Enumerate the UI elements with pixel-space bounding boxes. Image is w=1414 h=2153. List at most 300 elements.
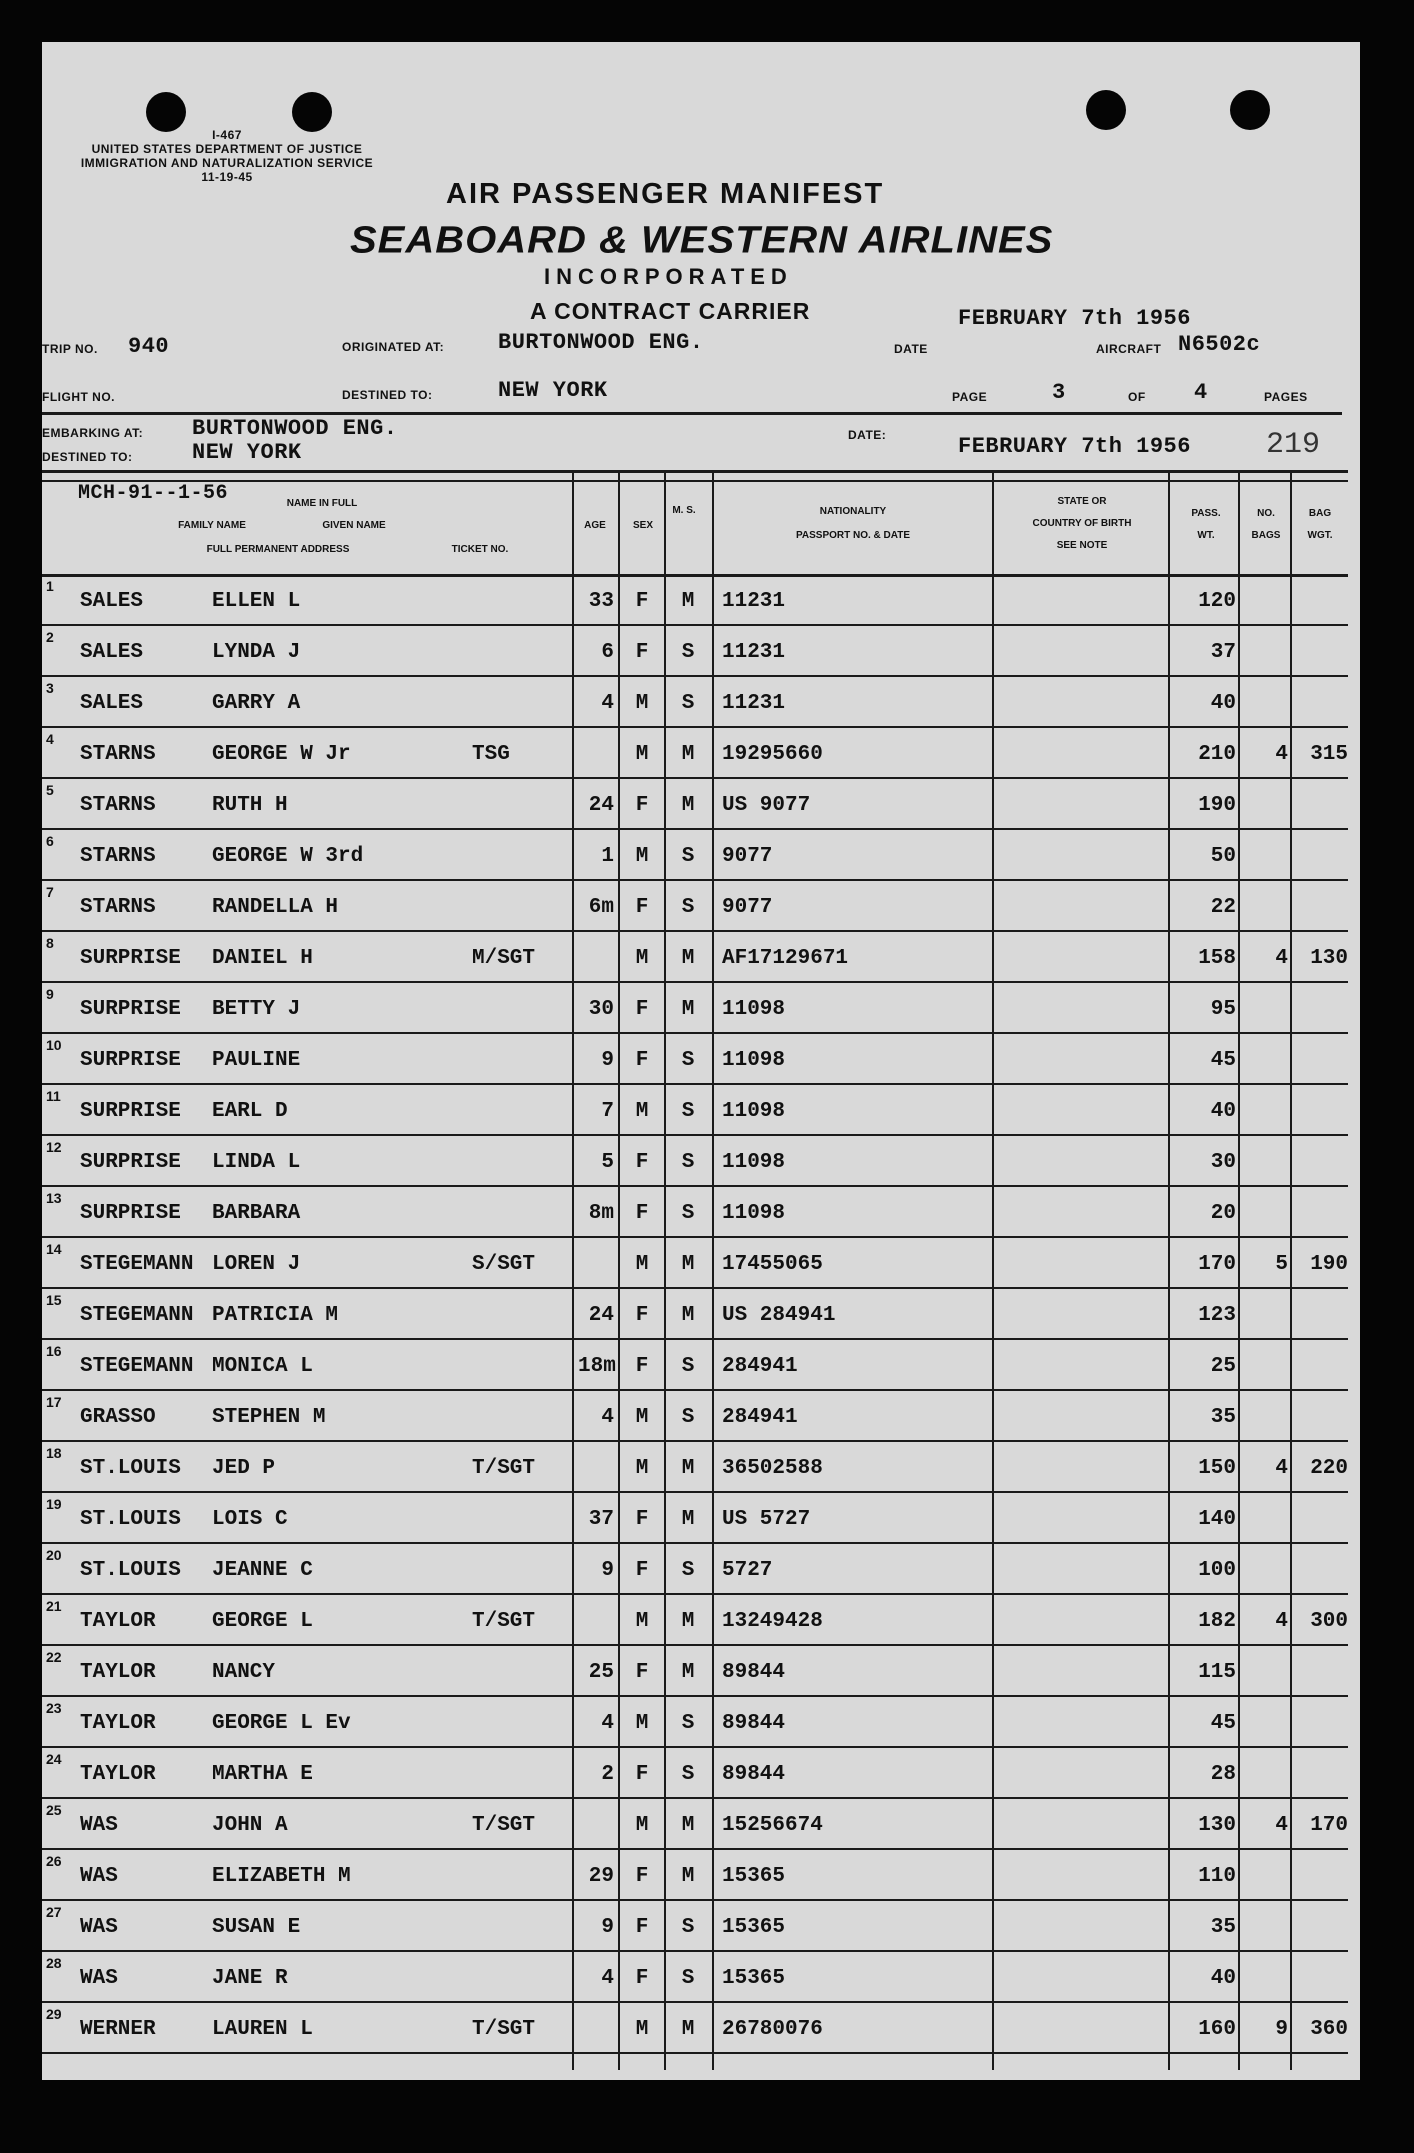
passenger-weight: 110 [1198,1865,1236,1888]
table-row [42,576,1348,627]
passport-no: 284941 [722,1406,798,1429]
col-birth-2: COUNTRY OF BIRTH [1032,518,1132,529]
sex: F [635,1151,649,1174]
family-name: TAYLOR [80,1712,156,1735]
passenger-weight: 190 [1198,794,1236,817]
marital-status: S [681,641,695,664]
col-ms: M. S. [672,505,696,516]
family-name: STARNS [80,896,156,919]
given-name: JEANNE C [212,1559,313,1582]
col-sex: SEX [632,520,653,531]
manifest-title: AIR PASSENGER MANIFEST [446,178,885,210]
sex: F [635,794,649,817]
given-name: LYNDA J [212,641,301,664]
sex: F [635,1763,649,1786]
row-rule [42,726,1348,728]
table-row [42,933,1348,984]
given-name: GEORGE W 3rd [212,845,364,868]
age: 9 [601,1916,614,1939]
row-number: 8 [46,935,54,951]
sex: F [635,1865,649,1888]
bag-count: 5 [1275,1253,1288,1276]
form-identifier [42,128,412,184]
col-pass-1: PASS. [1191,508,1221,519]
sex: M [635,1100,649,1123]
sex: F [635,1202,649,1225]
passenger-weight: 95 [1210,998,1236,1021]
table-row [42,1596,1348,1647]
punch-hole [146,92,186,132]
row-rule [42,1236,1348,1238]
row-number: 21 [46,1598,62,1614]
row-number: 20 [46,1547,62,1563]
row-number: 15 [46,1292,62,1308]
carrier-type: A CONTRACT CARRIER [530,298,811,324]
family-name: STARNS [80,794,156,817]
sex: M [635,692,649,715]
passport-no: AF17129671 [722,947,849,970]
sex: F [635,1049,649,1072]
row-number: 11 [46,1088,61,1104]
bag-weight: 220 [1310,1457,1348,1480]
row-rule [42,1950,1348,1952]
col-nationality: NATIONALITY [819,506,887,517]
bag-count: 9 [1275,2018,1288,2041]
sex: F [635,590,649,613]
passport-no: 89844 [722,1763,786,1786]
age: 4 [601,1967,614,1990]
row-rule [42,1644,1348,1646]
sex: M [635,1610,649,1633]
marital-status: M [681,1253,695,1276]
passenger-weight: 22 [1210,896,1236,919]
row-rule [42,1593,1348,1595]
marital-status: M [681,1457,695,1480]
sex: M [635,1712,649,1735]
family-name: SURPRISE [80,1049,181,1072]
passenger-weight: 140 [1198,1508,1236,1531]
table-row [42,1953,1348,2004]
manifest-page [42,42,1360,2080]
row-rule [42,1746,1348,1748]
row-rule [42,2001,1348,2003]
sex: F [635,1661,649,1684]
form-date: 11-19-45 [201,170,253,184]
ticket-no: TSG [472,743,510,766]
row-number: 17 [46,1394,62,1410]
destined2-value: NEW YORK [192,440,302,465]
passport-no: 11098 [722,1202,786,1225]
given-name: GEORGE L Ev [212,1712,351,1735]
passenger-weight: 170 [1198,1253,1236,1276]
age: 4 [601,1406,614,1429]
bag-count: 4 [1275,947,1288,970]
date2-label: DATE: [848,428,887,442]
given-name: MONICA L [212,1355,313,1378]
sex: F [635,1355,649,1378]
sex: M [635,947,649,970]
ticket-no: T/SGT [472,1814,536,1837]
table-row [42,1698,1348,1749]
age: 2 [601,1763,614,1786]
age: 5 [601,1151,614,1174]
passport-no: 5727 [722,1559,773,1582]
row-rule [42,1287,1348,1289]
row-rule [42,879,1348,881]
table-row [42,1188,1348,1239]
family-name: SURPRISE [80,1151,181,1174]
airline-name: SEABOARD & WESTERN AIRLINES [350,219,1054,261]
passenger-weight: 45 [1210,1049,1236,1072]
row-number: 29 [46,2006,62,2022]
marital-status: S [681,845,695,868]
row-rule [42,1899,1348,1901]
family-name: WAS [80,1967,118,1990]
originated-value: BURTONWOOD ENG. [498,330,704,355]
given-name: LOIS C [212,1508,288,1531]
marital-status: S [681,1049,695,1072]
passenger-weight: 100 [1198,1559,1236,1582]
passport-no: 11231 [722,641,786,664]
passport-no: 36502588 [722,1457,823,1480]
passport-no: 89844 [722,1712,786,1735]
table-row [42,831,1348,882]
col-bagwt-2: WGT. [1307,530,1333,541]
marital-status: M [681,998,695,1021]
originated-label: ORIGINATED AT: [342,340,445,354]
passenger-weight: 40 [1210,1967,1236,1990]
table-row [42,1086,1348,1137]
passenger-weight: 35 [1210,1406,1236,1429]
given-name: LAUREN L [212,2018,313,2041]
family-name: SALES [80,692,144,715]
row-number: 3 [46,680,54,696]
marital-status: S [681,1151,695,1174]
bag-weight: 130 [1310,947,1348,970]
age: 24 [588,1304,614,1327]
table-top-rule [42,470,1348,473]
given-name: NANCY [212,1661,276,1684]
age: 4 [601,1712,614,1735]
row-number: 23 [46,1700,62,1716]
marital-status: S [681,1967,695,1990]
row-rule [42,1185,1348,1187]
sex: F [635,1967,649,1990]
table-row [42,1443,1348,1494]
col-age: AGE [584,520,606,531]
given-name: JOHN A [212,1814,288,1837]
sex: F [635,641,649,664]
ticket-no: T/SGT [472,1457,536,1480]
row-rule [42,1338,1348,1340]
table-row [42,1494,1348,1545]
passenger-weight: 20 [1210,1202,1236,1225]
passenger-weight: 37 [1210,641,1236,664]
table-row [42,1290,1348,1341]
passenger-weight: 160 [1198,2018,1236,2041]
row-number: 10 [46,1037,62,1053]
passport-no: US 9077 [722,794,811,817]
trip-no: 940 [128,334,170,359]
family-name: SURPRISE [80,998,181,1021]
marital-status: S [681,1712,695,1735]
family-name: WERNER [80,2018,156,2041]
table-row [42,1239,1348,1290]
marital-status: M [681,590,695,613]
given-name: GEORGE W Jr [212,743,351,766]
passenger-weight: 50 [1210,845,1236,868]
family-name: TAYLOR [80,1610,156,1633]
row-number: 25 [46,1802,62,1818]
table-row [42,1851,1348,1902]
col-address: FULL PERMANENT ADDRESS [206,544,350,555]
col-birth-1: STATE OR [1057,496,1107,507]
punch-hole [1086,90,1126,130]
age: 33 [588,590,614,613]
sex: M [635,1406,649,1429]
age: 1 [601,845,614,868]
row-rule [42,1032,1348,1034]
col-bagwt-1: BAG [1308,508,1332,519]
passenger-weight: 130 [1198,1814,1236,1837]
row-number: 6 [46,833,54,849]
marital-status: M [681,794,695,817]
given-name: PATRICIA M [212,1304,339,1327]
passenger-weight: 120 [1198,590,1236,613]
col-passport: PASSPORT NO. & DATE [795,530,911,541]
given-name: PAULINE [212,1049,301,1072]
bag-count: 4 [1275,1814,1288,1837]
col-birth-3: SEE NOTE [1056,540,1108,551]
header-rule [42,412,1342,415]
row-rule [42,930,1348,932]
manifest-ref: MCH-91--1-56 [78,482,229,505]
passport-no: 9077 [722,896,773,919]
row-number: 18 [46,1445,62,1461]
passport-no: US 5727 [722,1508,811,1531]
age: 6 [601,641,614,664]
incorporated-label: INCORPORATED [544,264,793,289]
sex: M [635,1253,649,1276]
aircraft-label: AIRCRAFT [1096,342,1162,356]
passenger-weight: 158 [1198,947,1236,970]
passport-no: 9077 [722,845,773,868]
family-name: ST.LOUIS [80,1508,181,1531]
trip-no-label: TRIP NO. [42,342,98,356]
marital-status: S [681,896,695,919]
age: 25 [588,1661,614,1684]
bag-weight: 190 [1310,1253,1348,1276]
flight-no-label: FLIGHT NO. [42,390,115,404]
row-rule [42,1134,1348,1136]
given-name: BARBARA [212,1202,301,1225]
marital-status: S [681,1559,695,1582]
row-number: 14 [46,1241,62,1257]
pages-label: PAGES [1264,390,1308,404]
passport-no: 15365 [722,1967,786,1990]
form-agency: UNITED STATES DEPARTMENT OF JUSTICE [91,142,363,156]
age: 29 [588,1865,614,1888]
sex: M [635,743,649,766]
ticket-no: T/SGT [472,1610,536,1633]
table-row [42,678,1348,729]
row-number: 19 [46,1496,62,1512]
given-name: MARTHA E [212,1763,313,1786]
embarking-value: BURTONWOOD ENG. [192,416,398,441]
sex: M [635,2018,649,2041]
col-bags-2: BAGS [1251,530,1281,541]
passport-no: 89844 [722,1661,786,1684]
table-row [42,1392,1348,1443]
marital-status: S [681,1202,695,1225]
marital-status: S [681,1406,695,1429]
marital-status: M [681,947,695,970]
row-rule [42,1695,1348,1697]
row-rule [42,1542,1348,1544]
table-row [42,1749,1348,1800]
bag-weight: 170 [1310,1814,1348,1837]
given-name: ELLEN L [212,590,301,613]
family-name: WAS [80,1814,118,1837]
marital-status: M [681,1508,695,1531]
given-name: DANIEL H [212,947,313,970]
age: 6m [588,896,614,919]
age: 30 [588,998,614,1021]
aircraft-value: N6502c [1178,332,1261,357]
passenger-weight: 40 [1210,1100,1236,1123]
destined-value: NEW YORK [498,378,608,403]
family-name: SURPRISE [80,1100,181,1123]
header-date: FEBRUARY 7th 1956 [958,306,1191,331]
row-number: 22 [46,1649,62,1665]
passport-no: 15256674 [722,1814,823,1837]
given-name: JANE R [212,1967,288,1990]
table-row [42,2004,1348,2055]
ticket-no: S/SGT [472,1253,536,1276]
row-number: 4 [46,731,54,747]
page-value: 3 [1052,380,1066,405]
family-name: SALES [80,641,144,664]
destined2-label: DESTINED TO: [42,450,133,464]
family-name: ST.LOUIS [80,1457,181,1480]
table-row [42,1137,1348,1188]
table-row [42,984,1348,1035]
row-rule [42,1491,1348,1493]
bag-weight: 360 [1310,2018,1348,2041]
passenger-weight: 123 [1198,1304,1236,1327]
row-rule [42,828,1348,830]
col-bags-1: NO. [1257,508,1275,519]
family-name: GRASSO [80,1406,156,1429]
passenger-weight: 150 [1198,1457,1236,1480]
sex: F [635,1916,649,1939]
page-label: PAGE [952,390,988,404]
age: 37 [588,1508,614,1531]
given-name: LOREN J [212,1253,301,1276]
col-given-name: GIVEN NAME [322,520,386,531]
bag-weight: 315 [1310,743,1348,766]
row-number: 9 [46,986,54,1002]
row-number: 2 [46,629,54,645]
family-name: STARNS [80,845,156,868]
row-number: 24 [46,1751,62,1767]
row-number: 26 [46,1853,62,1869]
sex: M [635,1457,649,1480]
embarking-label: EMBARKING AT: [42,426,144,440]
ticket-no: M/SGT [472,947,536,970]
family-name: TAYLOR [80,1763,156,1786]
col-name-in-full: NAME IN FULL [286,498,358,509]
passenger-weight: 182 [1198,1610,1236,1633]
table-row [42,1035,1348,1086]
marital-status: S [681,1100,695,1123]
passport-no: 13249428 [722,1610,823,1633]
passenger-weight: 30 [1210,1151,1236,1174]
sex: F [635,1559,649,1582]
given-name: JED P [212,1457,276,1480]
family-name: SALES [80,590,144,613]
marital-status: S [681,1763,695,1786]
family-name: STARNS [80,743,156,766]
row-rule [42,1797,1348,1799]
family-name: STEGEMANN [80,1253,194,1276]
pages-value: 4 [1194,380,1208,405]
table-row [42,1902,1348,1953]
marital-status: S [681,1355,695,1378]
passport-no: 11098 [722,998,786,1021]
given-name: LINDA L [212,1151,301,1174]
passenger-weight: 210 [1198,743,1236,766]
passenger-weight: 45 [1210,1712,1236,1735]
row-rule [42,2052,1348,2054]
row-rule [42,1440,1348,1442]
age: 7 [601,1100,614,1123]
passenger-weight: 28 [1210,1763,1236,1786]
passenger-weight: 35 [1210,1916,1236,1939]
sex: M [635,1814,649,1837]
date-label: DATE [894,342,928,356]
age: 9 [601,1559,614,1582]
col-ticket: TICKET NO. [451,544,509,555]
given-name: ELIZABETH M [212,1865,351,1888]
sex: F [635,1508,649,1531]
row-number: 16 [46,1343,62,1359]
row-rule [42,1389,1348,1391]
family-name: WAS [80,1916,118,1939]
passport-no: 26780076 [722,2018,823,2041]
marital-status: M [681,2018,695,2041]
passenger-weight: 115 [1198,1661,1236,1684]
row-rule [42,1083,1348,1085]
form-number: I-467 [212,128,242,142]
passport-no: 15365 [722,1916,786,1939]
row-number: 27 [46,1904,62,1920]
given-name: RUTH H [212,794,288,817]
passport-no: 11231 [722,692,786,715]
passport-no: 11098 [722,1049,786,1072]
marital-status: M [681,743,695,766]
passenger-weight: 40 [1210,692,1236,715]
passport-no: US 284941 [722,1304,836,1327]
age: 9 [601,1049,614,1072]
family-name: TAYLOR [80,1661,156,1684]
row-rule [42,624,1348,626]
given-name: RANDELLA H [212,896,339,919]
passport-no: 15365 [722,1865,786,1888]
passport-no: 11098 [722,1151,786,1174]
table-row [42,1647,1348,1698]
row-number: 1 [46,578,54,594]
